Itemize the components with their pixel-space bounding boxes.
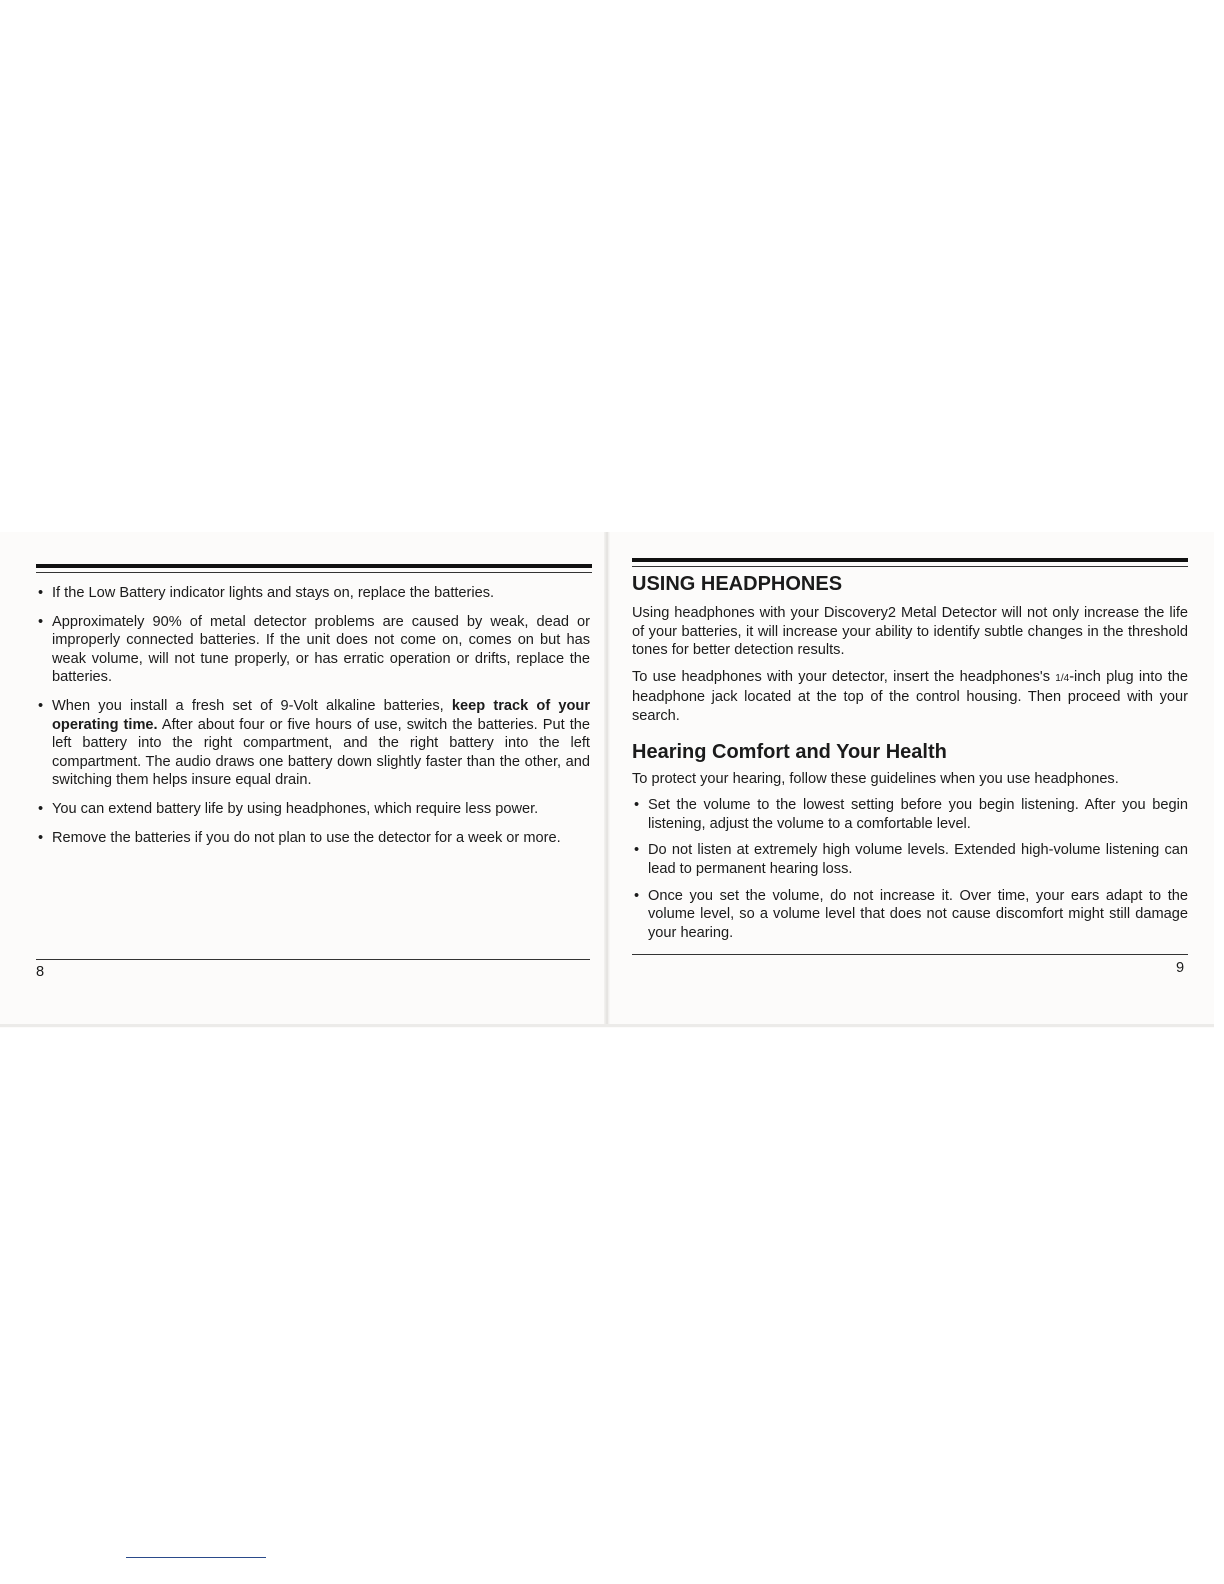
stray-underline [126,1557,266,1558]
list-item: • Once you set the volume, do not increase it. Over time, your ears adapt to the volume level, so a volume level that does not cause discomfort might still damage your hearing. [632,887,1188,943]
battery-tips-list [36,584,590,847]
top-rule-thin [632,566,1188,567]
emphasis-text: keep track of your operating time. [52,697,591,733]
list-item: • Do not listen at extremely high volume levels. Extended high-volume listening can lead to permanent hearing loss. [632,841,1188,878]
top-rule-thin [36,572,592,573]
fraction-text: 1/4 [1055,672,1070,684]
list-item: • Set the volume to the lowest setting before you begin listening. After you begin listening, adjust the volume to a comfortable level. [632,796,1188,833]
subsection-heading: Hearing Comfort and Your Health [632,740,947,763]
hearing-tips-list [632,796,1188,942]
list-item: • If the Low Battery indicator lights and stays on, replace the batteries. [36,584,590,603]
right-page [610,532,1214,1024]
bottom-rule [36,959,590,960]
section-heading: USING HEADPHONES [632,573,843,595]
spread-edge [0,1024,1214,1027]
list-item: • When you install a fresh set of 9-Volt alkaline batteries, keep track of your operating time. After about four or five hours of use, switch the batteries. Put the left battery into the right compartment, and the right battery into the left compartment. The audio draws one battery down slightly faster than the other, and switching them helps insure equal drain. [36,697,590,790]
right-page-body [632,572,1188,950]
list-item: • Remove the batteries if you do not plan to use the detector for a week or more. [36,829,590,848]
left-page [0,532,604,1024]
list-item: • You can extend battery life by using headphones, which require less power. [36,800,590,819]
subsection-intro: To protect your hearing, follow these guidelines when you use headphones. [632,770,1119,787]
top-rule-thick [36,564,592,568]
intro-paragraph: Using headphones with your Discovery2 Metal Detector will not only increase the life of your batteries, it will increase your ability to identify subtle changes in the threshold tones for better detection results. [632,605,1188,659]
list-item: • Approximately 90% of metal detector problems are caused by weak, dead or improperly connected batteries. If the unit does not come on, comes on but has weak volume, will not tune properly, or has erratic operation or drifts, replace the batteries. [36,613,590,687]
page-number: 9 [1176,960,1185,976]
bottom-rule [632,954,1188,955]
left-page-body [36,584,590,857]
instructions-paragraph: To use headphones with your detector, insert the headphones's 1/4-inch plug into the headphone jack located at the top of the control housing. Then proceed with your search. [632,668,1188,724]
page-number: 8 [36,964,45,980]
top-rule-thick [632,558,1188,562]
